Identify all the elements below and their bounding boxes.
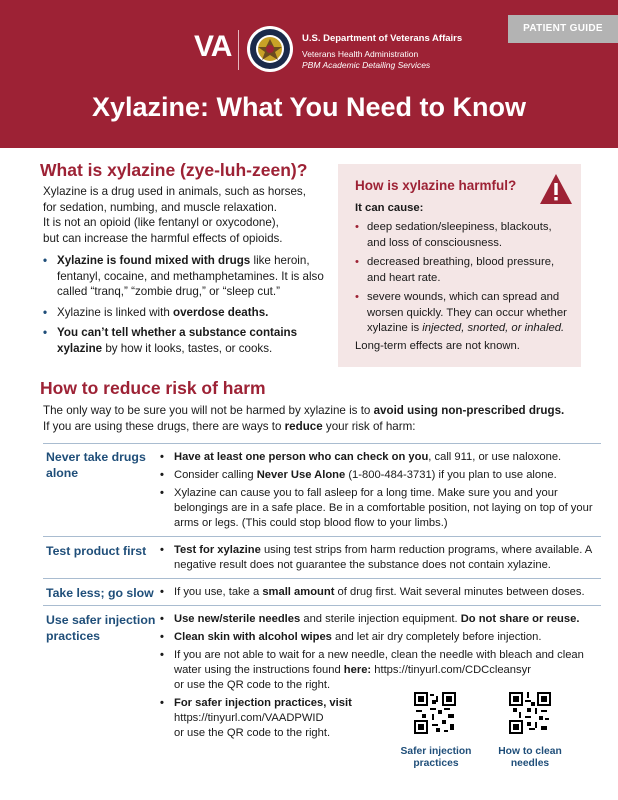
intro-line: for sedation, numbing, and muscle relaxation. — [43, 200, 277, 214]
patient-guide-badge: PATIENT GUIDE — [508, 15, 618, 43]
list-item: • You can’t tell whether a substance contains xylazine by how it looks, tastes, or cooks. — [43, 325, 328, 356]
list-item: • Consider calling Never Use Alone (1-800-484-3731) if you plan to use alone. — [160, 468, 600, 483]
intro-line: It is not an opioid (like fentanyl or oxycodone), — [43, 216, 279, 229]
department-block — [302, 33, 462, 70]
list-item: • Clean skin with alcohol wipes and let air dry completely before injection. — [160, 630, 600, 645]
qr-code-clean-needles[interactable] — [509, 692, 551, 734]
cdc-clean-link[interactable]: https://tinyurl.com/CDCcleansyr — [371, 664, 531, 676]
qr-label-safer-injection: Safer injection practices — [400, 746, 472, 769]
va-logo: VA — [194, 30, 232, 63]
intro-line: but can increase the harmful effects of opioids. — [43, 231, 283, 245]
row-label-safer-injection: Use safer injection practices — [46, 613, 156, 643]
logo-divider — [238, 30, 239, 70]
row-label-test-product: Test product first — [46, 544, 147, 558]
row-label-take-less: Take less; go slow — [46, 586, 154, 600]
list-item: • Have at least one person who can check on you, call 911, or use naloxone. — [160, 450, 600, 465]
harm-footer: Long-term effects are not known. — [355, 340, 520, 352]
qr-code-safer-injection[interactable] — [414, 692, 456, 734]
dept-name: U.S. Department of Veterans Affairs — [302, 33, 463, 44]
warning-icon — [538, 172, 574, 206]
harm-subheading: It can cause: — [355, 202, 424, 214]
list-item: • decreased breathing, blood pressure, and heart rate. — [355, 255, 573, 286]
list-item: • Use new/sterile needles and sterile injection equipment. Do not share or reuse. — [160, 612, 600, 627]
what-is-heading: What is xylazine (zye-luh-zeen)? — [40, 160, 308, 180]
header-banner — [0, 0, 618, 148]
list-item: • Xylazine is found mixed with drugs like heroin, fentanyl, cocaine, and methamphetamines. It is also called “tranq,” “zombie drug,” or “sleep cut.” — [43, 253, 328, 300]
list-item: • If you are not able to wait for a new needle, clean the needle with bleach and clean water using the instructions found here: https://tinyurl.com/CDCcleansyr or use the QR code to the right. — [160, 648, 600, 693]
row-label-never-alone: Never take drugs alone — [46, 450, 146, 480]
qr-label-clean-needles: How to clean needles — [498, 746, 562, 769]
risk-heading: How to reduce risk of harm — [40, 378, 266, 398]
row-divider — [43, 443, 601, 444]
harm-heading: How is xylazine harmful? — [355, 178, 517, 193]
row-list-never-alone — [160, 450, 600, 534]
list-item: • If you use, take a small amount of drug first. Wait several minutes between doses. — [160, 585, 600, 600]
va-pwid-link[interactable]: https://tinyurl.com/VAADPWID — [174, 712, 324, 724]
list-item: • Xylazine is linked with overdose deaths. — [43, 305, 328, 321]
row-divider — [43, 578, 601, 579]
va-seal-icon — [246, 25, 294, 73]
row-divider — [43, 536, 601, 537]
list-item: • severe wounds, which can spread and worsen quickly. They can occur whether xylazine is injected, snorted, or inhaled. — [355, 290, 573, 337]
harm-callout — [338, 164, 581, 367]
risk-intro: The only way to be sure you will not be harmed by xylazine is to avoid using non-prescribed drugs. If you are using these drugs, there are ways to reduce your risk of harm: — [43, 404, 565, 433]
intro-paragraph — [43, 184, 328, 246]
list-item: • Test for xylazine using test strips from harm reduction programs, where available. A negative result does not guarantee the substance does not contain xylazine. — [160, 543, 600, 573]
page-title: Xylazine: What You Need to Know — [91, 92, 527, 122]
harm-list — [355, 220, 573, 341]
list-item: • For safer injection practices, visit https://tinyurl.com/VAADPWID or use the QR code to the right. — [160, 696, 385, 741]
row-divider — [43, 605, 601, 606]
intro-line: Xylazine is a drug used in animals, such as horses, — [43, 185, 306, 198]
what-bullets — [43, 253, 328, 361]
row-list-take-less — [160, 585, 600, 603]
row-list-test-product — [160, 543, 600, 576]
list-item: • deep sedation/sleepiness, blackouts, and loss of consciousness. — [355, 220, 573, 251]
vha-name: Veterans Health Administration — [302, 49, 419, 59]
pbm-name: PBM Academic Detailing Services — [302, 60, 431, 70]
list-item: • Xylazine can cause you to fall asleep for a long time. Make sure you and your belongings are in a safe place. Be in a comfortable position, not laying on top of your arms or legs. (This could stop blood flow to your limbs.) — [160, 486, 600, 531]
